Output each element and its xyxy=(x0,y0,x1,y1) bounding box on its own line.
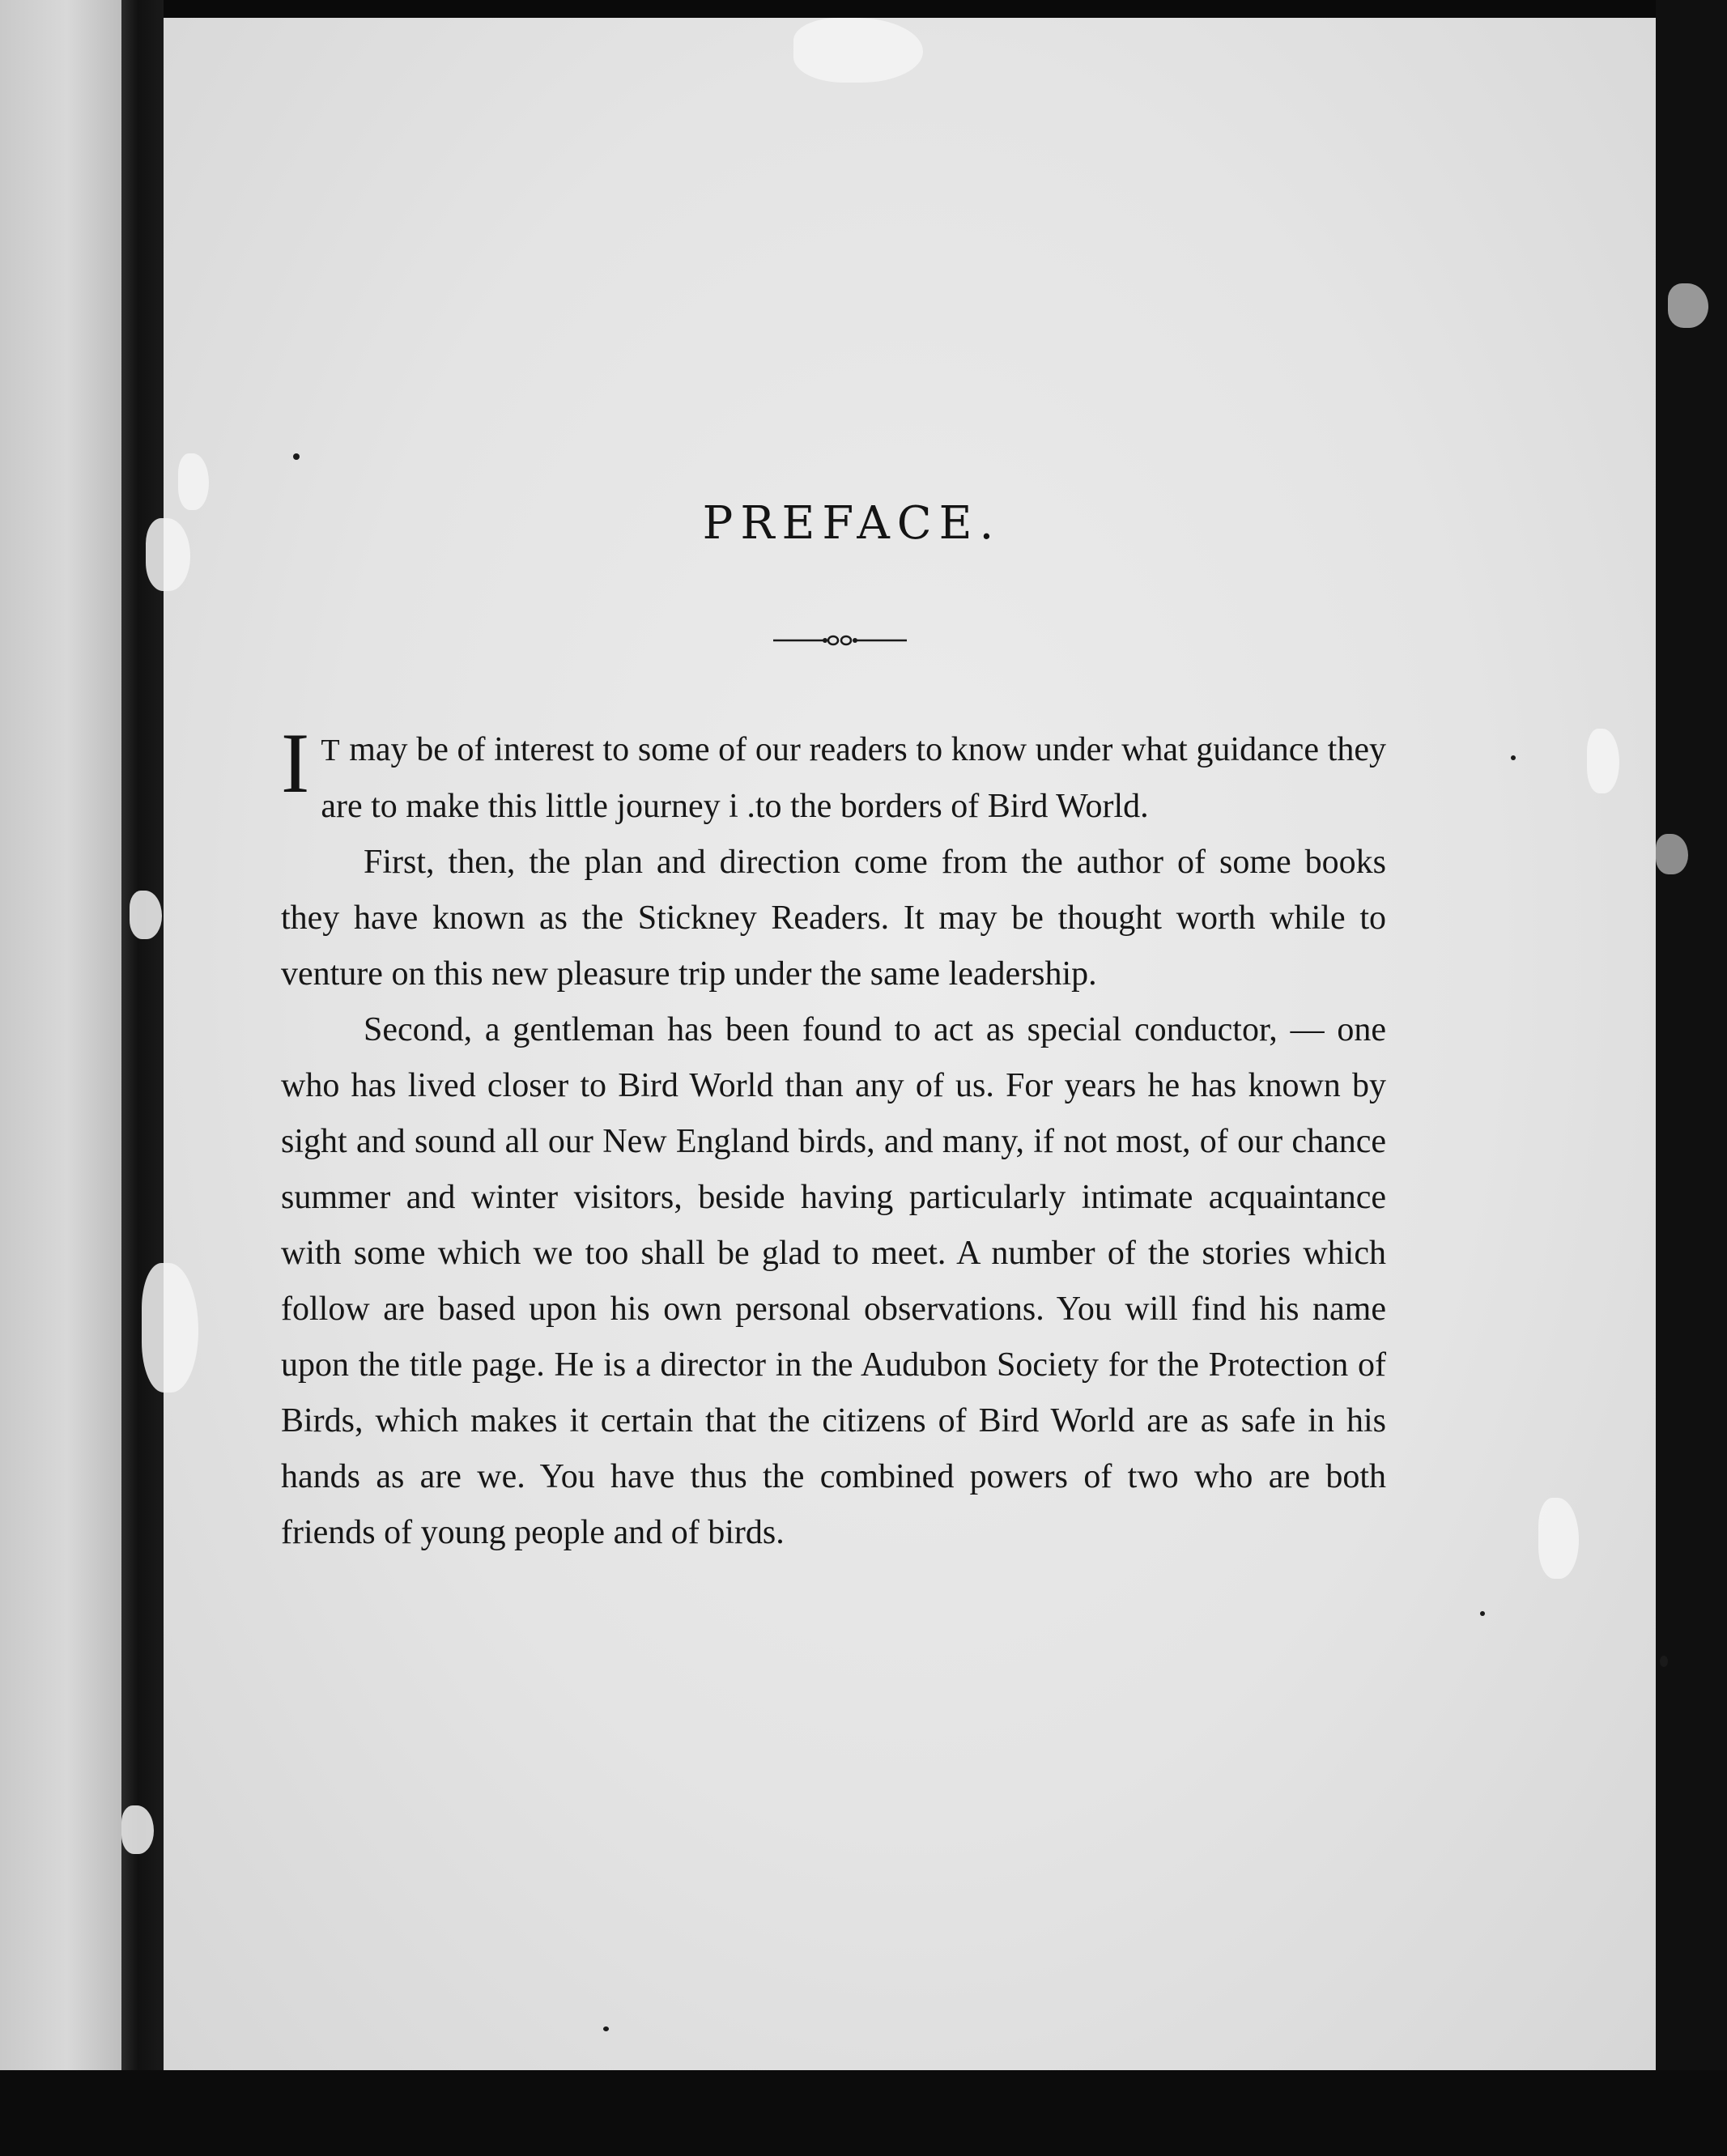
paragraph-2: First, then, the plan and direction come from the author of some books they have known as the Stickney Readers. It may be thought worth while to venture on this new pleasure trip under the same leadership. xyxy=(281,844,1386,993)
paragraph-1-text: may be of interest to some of our readers to know under what guidance they are to make this little journey i .to the borders of Bird World. xyxy=(321,731,1386,825)
book-gutter xyxy=(121,0,164,2081)
facing-page-edge xyxy=(0,0,121,2073)
scan-blotch xyxy=(121,1805,154,1854)
scan-blotch xyxy=(1538,1498,1579,1579)
scan-speck xyxy=(1511,755,1516,760)
scan-blotch xyxy=(130,891,162,939)
scan-speck xyxy=(293,453,300,460)
scan-blotch xyxy=(1656,834,1688,874)
drop-cap: I xyxy=(281,716,310,810)
preface-body xyxy=(281,716,1386,1561)
bottom-scan-border xyxy=(0,2070,1727,2156)
scan-speck xyxy=(1480,1611,1485,1616)
scan-blotch xyxy=(142,1263,198,1393)
scroll-rule-ornament-icon xyxy=(773,632,907,649)
paragraph-3: Second, a gentleman has been found to act as special conductor, — one who has lived closer to Bird World than any of us. For years he has known by sight and sound all our New England birds, and many, if not most, of our chance summer and winter visitors, beside having particularly intimate acquaintance with some which we too shall be glad to meet. A number of the stories which follow are based upon his own personal observations. You will find his name upon the title page. He is a director in the Audubon Society for the Protection of Birds, which makes it certain that the citizens of Bird World are as safe in his hands as are we. You have thus the combined powers of two who are both friends of young people and of birds. xyxy=(281,1011,1386,1551)
drop-cap-lead: T xyxy=(321,734,341,768)
scan-speck xyxy=(1660,1656,1668,1667)
page-title: PREFACE. xyxy=(702,497,1002,550)
paragraph-1 xyxy=(281,716,1386,835)
scan-blotch xyxy=(1668,283,1708,328)
scan-speck xyxy=(603,2026,609,2031)
scan-blotch xyxy=(793,18,923,83)
scan-blotch xyxy=(1587,729,1619,793)
